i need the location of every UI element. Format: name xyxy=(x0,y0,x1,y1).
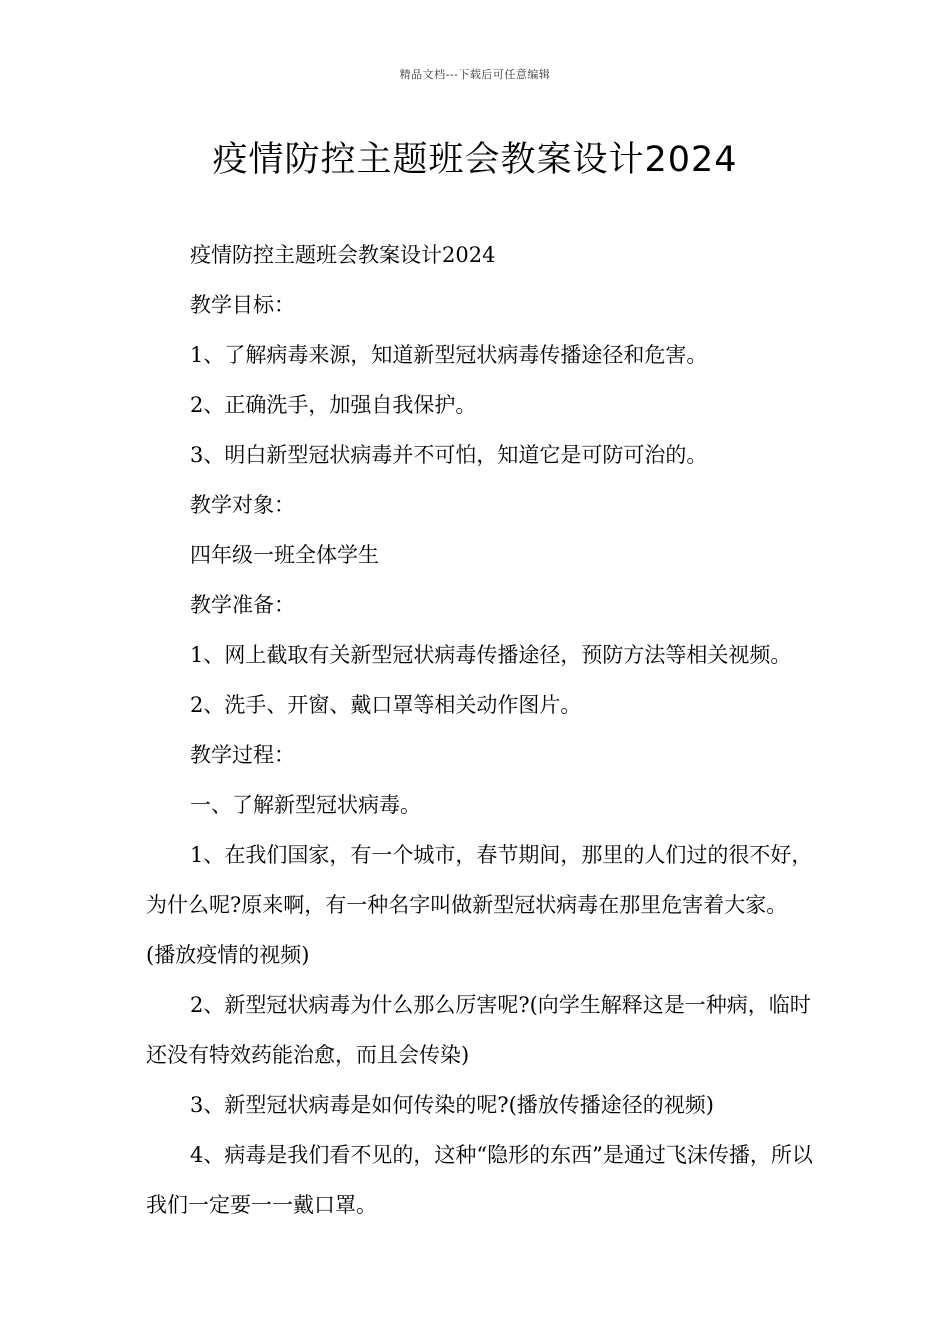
paragraph: 2、正确洗手，加强自我保护。 xyxy=(190,393,477,417)
paragraph: 4、病毒是我们看不见的，这种“隐形的东西”是通过飞沫传播，所以我们一定要一一戴口罩。 xyxy=(146,1143,813,1217)
document-title: 疫情防控主题班会教案设计2024 xyxy=(212,140,738,180)
paragraph: 1、在我们国家，有一个城市，春节期间，那里的人们过的很不好，为什么呢?原来啊，有一种名字叫做新型冠状病毒在那里危害着大家。(播放疫情的视频) xyxy=(146,843,813,967)
document-body xyxy=(146,230,814,1230)
paragraph: 疫情防控主题班会教案设计2024 xyxy=(190,243,496,267)
paragraph: 1、了解病毒来源，知道新型冠状病毒传播途径和危害。 xyxy=(190,343,708,367)
paragraph: 四年级一班全体学生 xyxy=(190,543,379,567)
paragraph: 教学准备： xyxy=(190,593,295,617)
paragraph: 3、新型冠状病毒是如何传染的呢?(播放传播途径的视频) xyxy=(190,1093,715,1117)
paragraph: 2、新型冠状病毒为什么那么厉害呢?(向学生解释这是一种病，临时还没有特效药能治愈，而且会传染) xyxy=(146,993,811,1067)
paragraph: 1、网上截取有关新型冠状病毒传播途径，预防方法等相关视频。 xyxy=(190,643,792,667)
paragraph: 2、洗手、开窗、戴口罩等相关动作图片。 xyxy=(190,693,582,717)
paragraph: 教学对象： xyxy=(190,493,295,517)
paragraph: 一、了解新型冠状病毒。 xyxy=(190,793,421,817)
paragraph: 3、明白新型冠状病毒并不可怕，知道它是可防可治的。 xyxy=(190,443,708,467)
header-note: 精品文档---下载后可任意编辑 xyxy=(399,68,551,81)
paragraph: 教学过程： xyxy=(190,743,295,767)
paragraph: 教学目标： xyxy=(190,293,295,317)
